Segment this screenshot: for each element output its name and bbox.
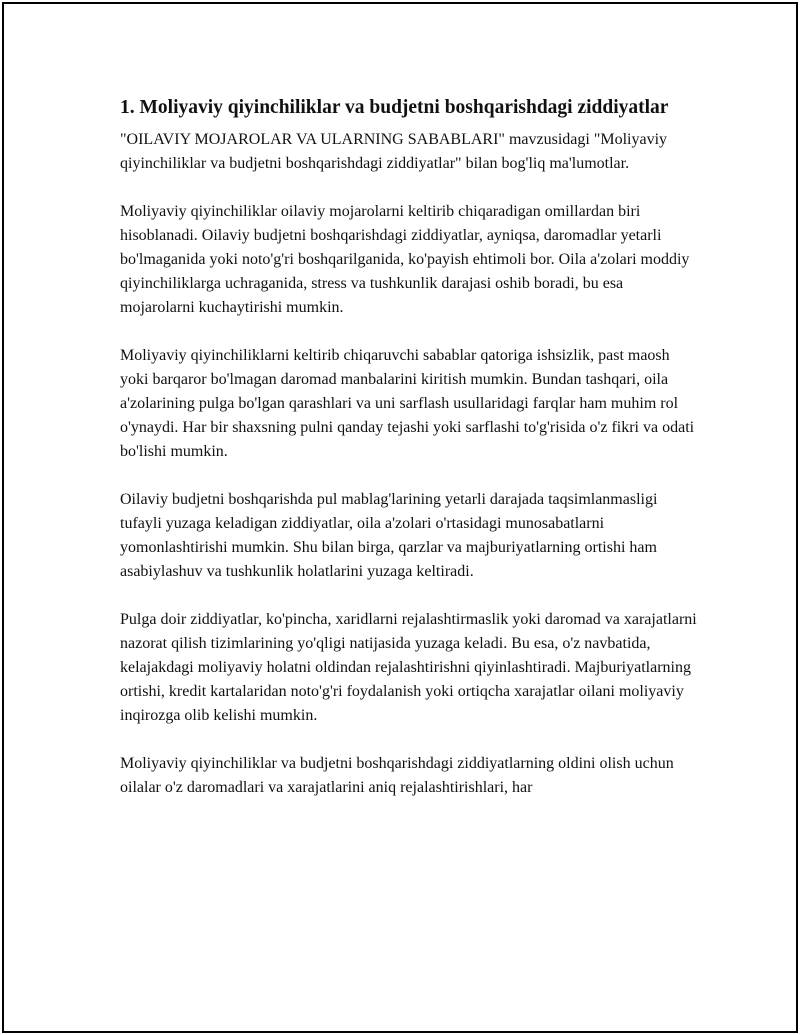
paragraph-intro: "OILAVIY MOJAROLAR VA ULARNING SABABLARI" mavzusidagi "Moliyaviy qiyinchiliklar va budjetni boshqarishdagi ziddiyatlar" bilan bog'liq ma'lumotlar. [120, 131, 668, 172]
paragraph-2: Moliyaviy qiyinchiliklar oilaviy mojarolarni keltirib chiqaradigan omillardan biri hisoblanadi. Oilaviy budjetni boshqarishdagi ziddiyatlar, ayniqsa, daromadlar yetarli bo'lmaganida yoki noto'g'ri boshqarilganida, ko'payish ehtimoli bor. Oila a'zolari moddiy qiyinchiliklarga uchraganida, stress va tushkunlik darajasi oshib boradi, bu esa mojarolarni kuchaytirishi mumkin. [120, 203, 690, 316]
paragraph-6: Moliyaviy qiyinchiliklar va budjetni boshqarishdagi ziddiyatlarning oldini olish uchun oilalar o'z daromadlari va xarajatlarini aniq rejalashtirishlari, har [120, 755, 674, 796]
page-frame [2, 2, 798, 1033]
paragraph-3: Moliyaviy qiyinchiliklarni keltirib chiqaruvchi sabablar qatoriga ishsizlik, past maosh yoki barqaror bo'lmagan daromad manbalarini kiritish mumkin. Bundan tashqari, oila a'zolarining pulga bo'lgan qarashlari va uni sarflash usullaridagi farqlar ham muhim rol o'ynaydi. Har bir shaxsning pulni qanday tejashi yoki sarflashi to'g'risida o'z fikri va odati bo'lishi mumkin. [120, 347, 695, 460]
document-body [120, 94, 700, 800]
paragraph-4: Oilaviy budjetni boshqarishda pul mablag'larining yetarli darajada taqsimlanmasligi tufayli yuzaga keladigan ziddiyatlar, oila a'zolari o'rtasidagi munosabatlarni yomonlashtirishi mumkin. Shu bilan birga, qarzlar va majburiyatlarning ortishi ham asabiylashuv va tushkunlik holatlarini yuzaga keltiradi. [120, 491, 658, 580]
section-heading: 1. Moliyaviy qiyinchiliklar va budjetni boshqarishdagi ziddiyatlar [120, 97, 669, 118]
paragraph-5: Pulga doir ziddiyatlar, ko'pincha, xaridlarni rejalashtirmaslik yoki daromad va xarajatlarni nazorat qilish tizimlarining yo'qligi natijasida yuzaga keladi. Bu esa, o'z navbatida, kelajakdagi moliyaviy holatni oldindan rejalashtirishni qiyinlashtiradi. Majburiyatlarning ortishi, kredit kartalaridan noto'g'ri foydalanish yoki ortiqcha xarajatlar oilani moliyaviy inqirozga olib kelishi mumkin. [120, 611, 697, 724]
